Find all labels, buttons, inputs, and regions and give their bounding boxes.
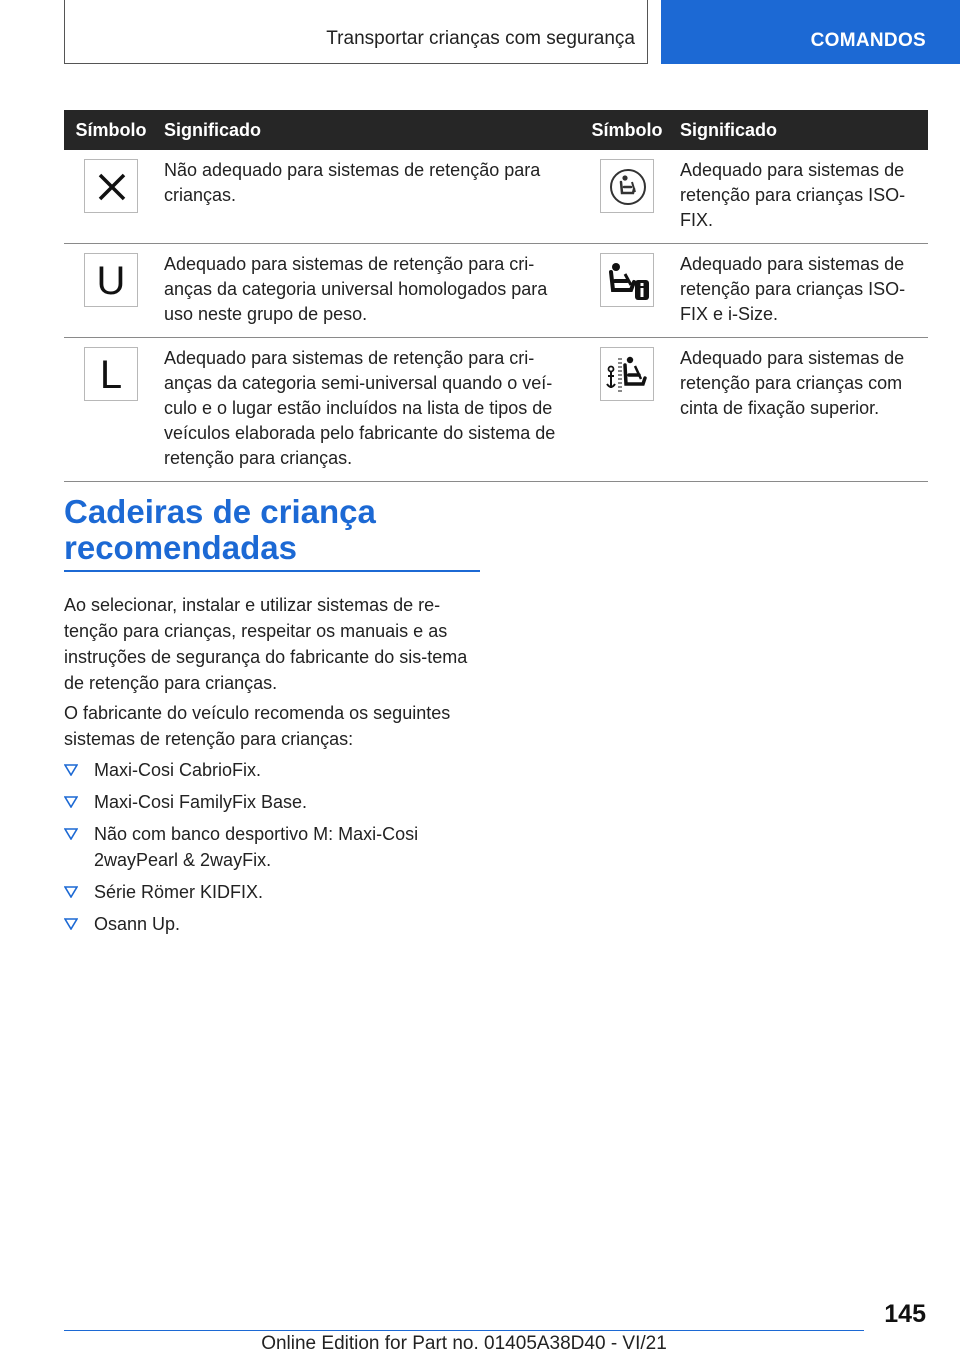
symbol-cell xyxy=(64,338,158,482)
page-number: 145 xyxy=(884,1300,926,1328)
col-header-meaning: Significado xyxy=(674,110,928,150)
table-row xyxy=(64,244,928,338)
letter-l-icon: L xyxy=(84,347,138,401)
triangle-bullet-icon xyxy=(64,918,78,930)
symbol-cell xyxy=(580,150,674,244)
footer-divider xyxy=(64,1330,864,1331)
section-label: COMANDOS xyxy=(810,30,926,51)
x-mark-icon xyxy=(84,159,138,213)
recommended-seats-list xyxy=(64,757,484,943)
symbol-cell xyxy=(64,150,158,244)
letter-u-icon: U xyxy=(84,253,138,307)
chapter-header xyxy=(64,0,648,64)
meaning-cell: Adequado para sistemas de retenção para cri-anças da categoria universal homologados para uso neste grupo de peso. xyxy=(158,244,580,338)
meaning-cell: Adequado para sistemas de retenção para crianças com cinta de fixação superior. xyxy=(674,338,928,482)
table-header-row xyxy=(64,110,928,150)
paragraph: Ao selecionar, instalar e utilizar sistemas de re-tenção para crianças, respeitar os manuais e as instruções de segurança do fabricante do sis-tema de retenção para crianças. xyxy=(64,595,468,693)
top-tether-icon xyxy=(600,347,654,401)
list-item: Não com banco desportivo M: Maxi-Cosi 2wayPearl & 2wayFix. xyxy=(64,821,484,873)
meaning-cell: Não adequado para sistemas de retenção para crianças. xyxy=(158,150,580,244)
col-header-symbol: Símbolo xyxy=(580,110,674,150)
footer-edition: Online Edition for Part no. 01405A38D40 - VI/21 xyxy=(261,1333,667,1354)
triangle-bullet-icon xyxy=(64,796,78,808)
col-header-meaning: Significado xyxy=(158,110,580,150)
list-item: Série Römer KIDFIX. xyxy=(64,879,484,905)
symbol-cell xyxy=(580,338,674,482)
isofix-isize-icon xyxy=(600,253,654,307)
isofix-seat-icon xyxy=(600,159,654,213)
meaning-cell: Adequado para sistemas de retenção para crianças ISO-FIX. xyxy=(674,150,928,244)
table-row xyxy=(64,338,928,482)
list-item: Maxi-Cosi FamilyFix Base. xyxy=(64,789,484,815)
table-row xyxy=(64,150,928,244)
meaning-cell: Adequado para sistemas de retenção para crianças ISO-FIX e i-Size. xyxy=(674,244,928,338)
list-item: Osann Up. xyxy=(64,911,484,937)
section-tab xyxy=(661,0,960,64)
paragraph: O fabricante do veículo recomenda os seguintes sistemas de retenção para crianças: xyxy=(64,703,451,749)
meaning-cell: Adequado para sistemas de retenção para cri-anças da categoria semi-universal quando o veí-culo e o lugar estão incluídos na lista de tipos de veículos elaborada pelo fabricante do sistema de retenção para crianças. xyxy=(158,338,580,482)
section-title: Cadeiras de criança recomendadas xyxy=(64,493,376,566)
col-header-symbol: Símbolo xyxy=(64,110,158,150)
triangle-bullet-icon xyxy=(64,764,78,776)
symbol-table xyxy=(64,110,928,482)
triangle-bullet-icon xyxy=(64,886,78,898)
triangle-bullet-icon xyxy=(64,828,78,840)
symbol-cell xyxy=(580,244,674,338)
chapter-title: Transportar crianças com segurança xyxy=(326,28,635,49)
list-item: Maxi-Cosi CabrioFix. xyxy=(64,757,484,783)
symbol-cell xyxy=(64,244,158,338)
section-divider xyxy=(64,570,480,572)
